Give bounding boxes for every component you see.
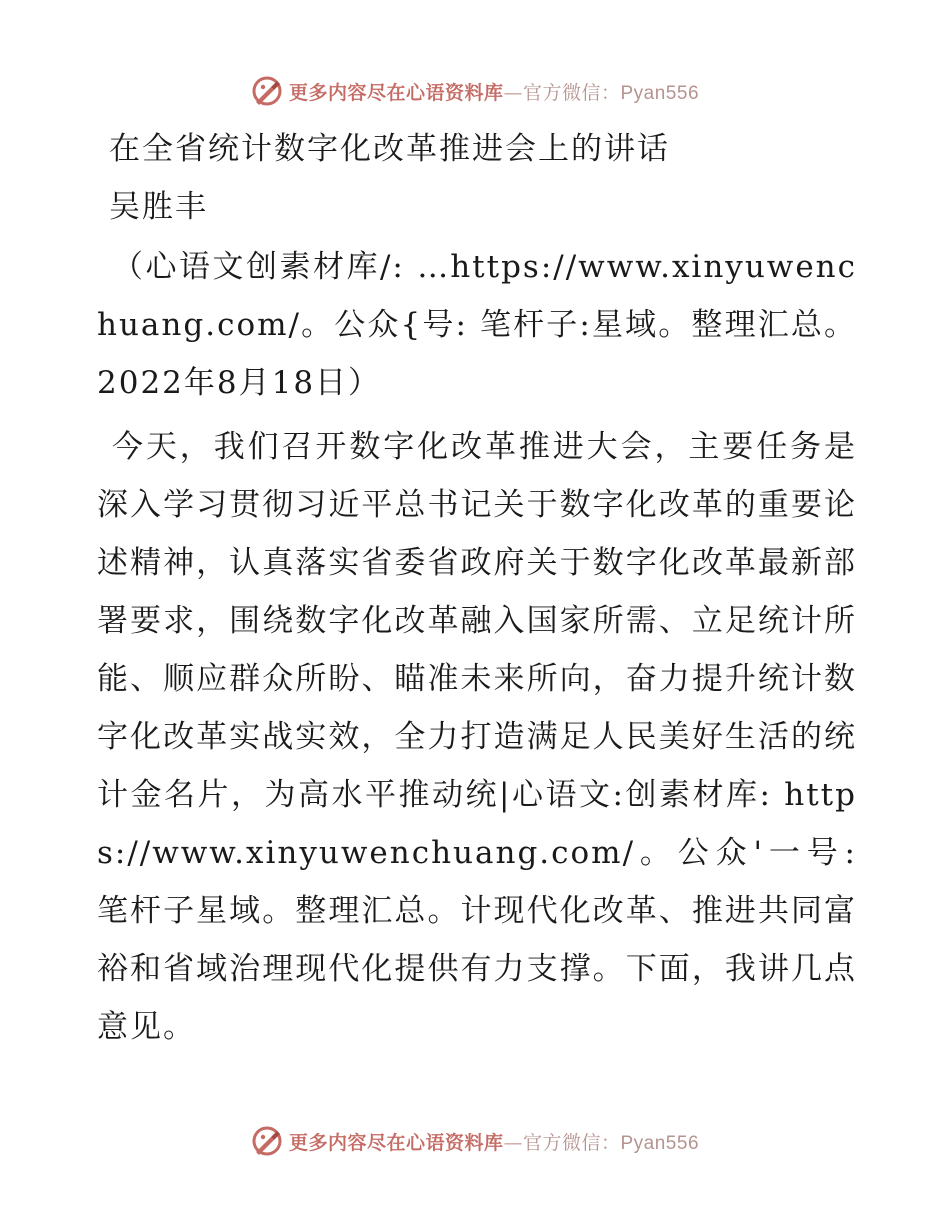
document-author: 吴胜丰	[109, 189, 208, 225]
pen-logo-icon	[251, 1125, 283, 1157]
pen-logo-icon	[251, 75, 283, 107]
body-paragraph: 今天，我们召开数字化改革推进大会，主要任务是深入学习贯彻习近平总书记关于数字化改革的重要论述精神，认真落实省委省政府关于数字化改革最新部署要求，围绕数字化改革融入国家所需、立足统计所能、顺应群众所盼、瞄准未来所向，奋力提升统计数字化改革实战实效，全力打造满足人民美好生活的统计金名片，为高水平推动统|心语文:创素材库: https://www.xinyuwenchuang.com/。公众'一号: 笔杆子星域。整理汇总。计现代化改革、推进共同富裕和省域治理现代化提供有力支撑。下面，我讲几点意见。	[97, 429, 857, 1045]
watermark-text: 更多内容尽在心语资料库—官方微信：Pyan556	[288, 81, 700, 104]
document-title: 在全省统计数字化改革推进会上的讲话	[109, 131, 670, 167]
document-source-note: （心语文创素材库/: …https://www.xinyuwenchuang.com/。公众{号: 笔杆子:星域。整理汇总。2022年8月18日）	[97, 249, 857, 401]
footer-watermark	[0, 1121, 950, 1161]
header-watermark	[0, 71, 950, 111]
watermark-text: 更多内容尽在心语资料库—官方微信：Pyan556	[288, 1131, 700, 1154]
document-body	[97, 120, 857, 1056]
